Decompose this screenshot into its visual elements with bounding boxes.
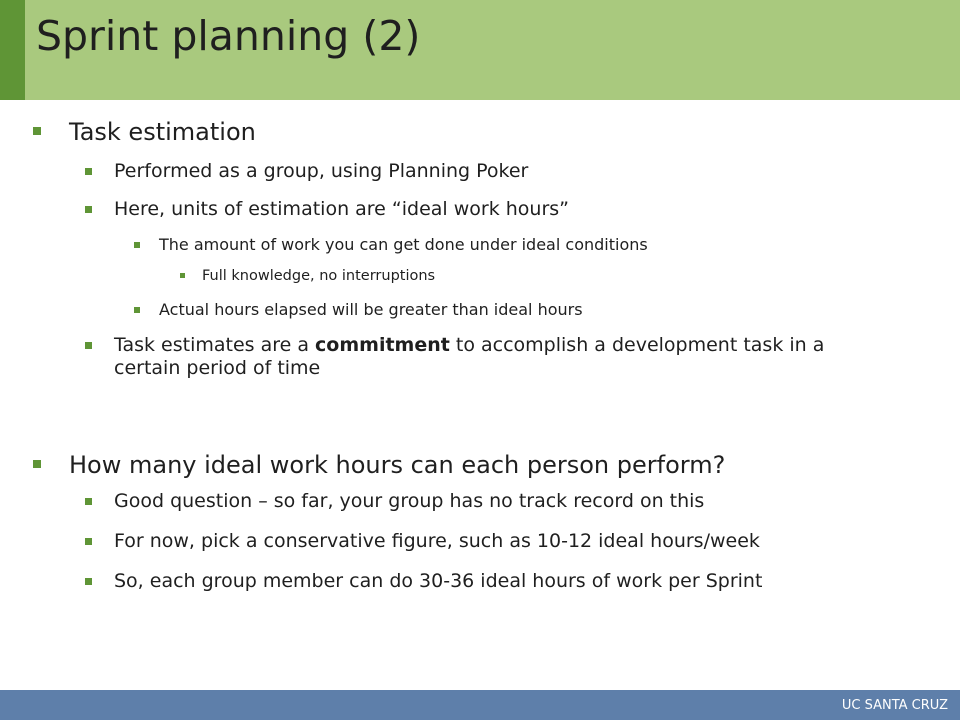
bullet-square-icon <box>85 498 92 505</box>
bullet-square-icon <box>33 127 41 135</box>
bullet-square-icon <box>134 242 140 248</box>
bullet-commitment: Task estimates are a commitment to accomplish a development task in a certain period of time <box>85 334 845 380</box>
bullet-good-question: Good question – so far, your group has no track record on this <box>85 490 704 513</box>
bullet-task-estimation: Task estimation <box>33 117 256 147</box>
bullet-ideal-conditions: The amount of work you can get done under ideal conditions <box>134 235 648 255</box>
bullet-square-icon <box>85 538 92 545</box>
footer-bar <box>0 690 960 720</box>
bullet-planning-poker: Performed as a group, using Planning Poker <box>85 160 528 183</box>
bullet-square-icon <box>85 206 92 213</box>
bullet-ideal-work-hours: Here, units of estimation are “ideal work hours” <box>85 198 569 221</box>
bullet-square-icon <box>134 307 140 313</box>
bullet-square-icon <box>85 578 92 585</box>
bullet-square-icon <box>85 342 92 349</box>
bullet-actual-hours: Actual hours elapsed will be greater than ideal hours <box>134 300 583 320</box>
bullet-hours-per-sprint: So, each group member can do 30-36 ideal hours of work per Sprint <box>85 570 762 593</box>
footer-label: UC SANTA CRUZ <box>841 698 948 713</box>
bullet-conservative-figure: For now, pick a conservative figure, such as 10-12 ideal hours/week <box>85 530 760 553</box>
bullet-square-icon <box>33 460 41 468</box>
bullet-square-icon <box>180 273 185 278</box>
bullet-full-knowledge: Full knowledge, no interruptions <box>180 267 435 285</box>
bullet-how-many-hours: How many ideal work hours can each person perform? <box>33 450 725 480</box>
bullet-square-icon <box>85 168 92 175</box>
commitment-emphasis: commitment <box>315 334 450 356</box>
slide-title: Sprint planning (2) <box>36 12 421 60</box>
